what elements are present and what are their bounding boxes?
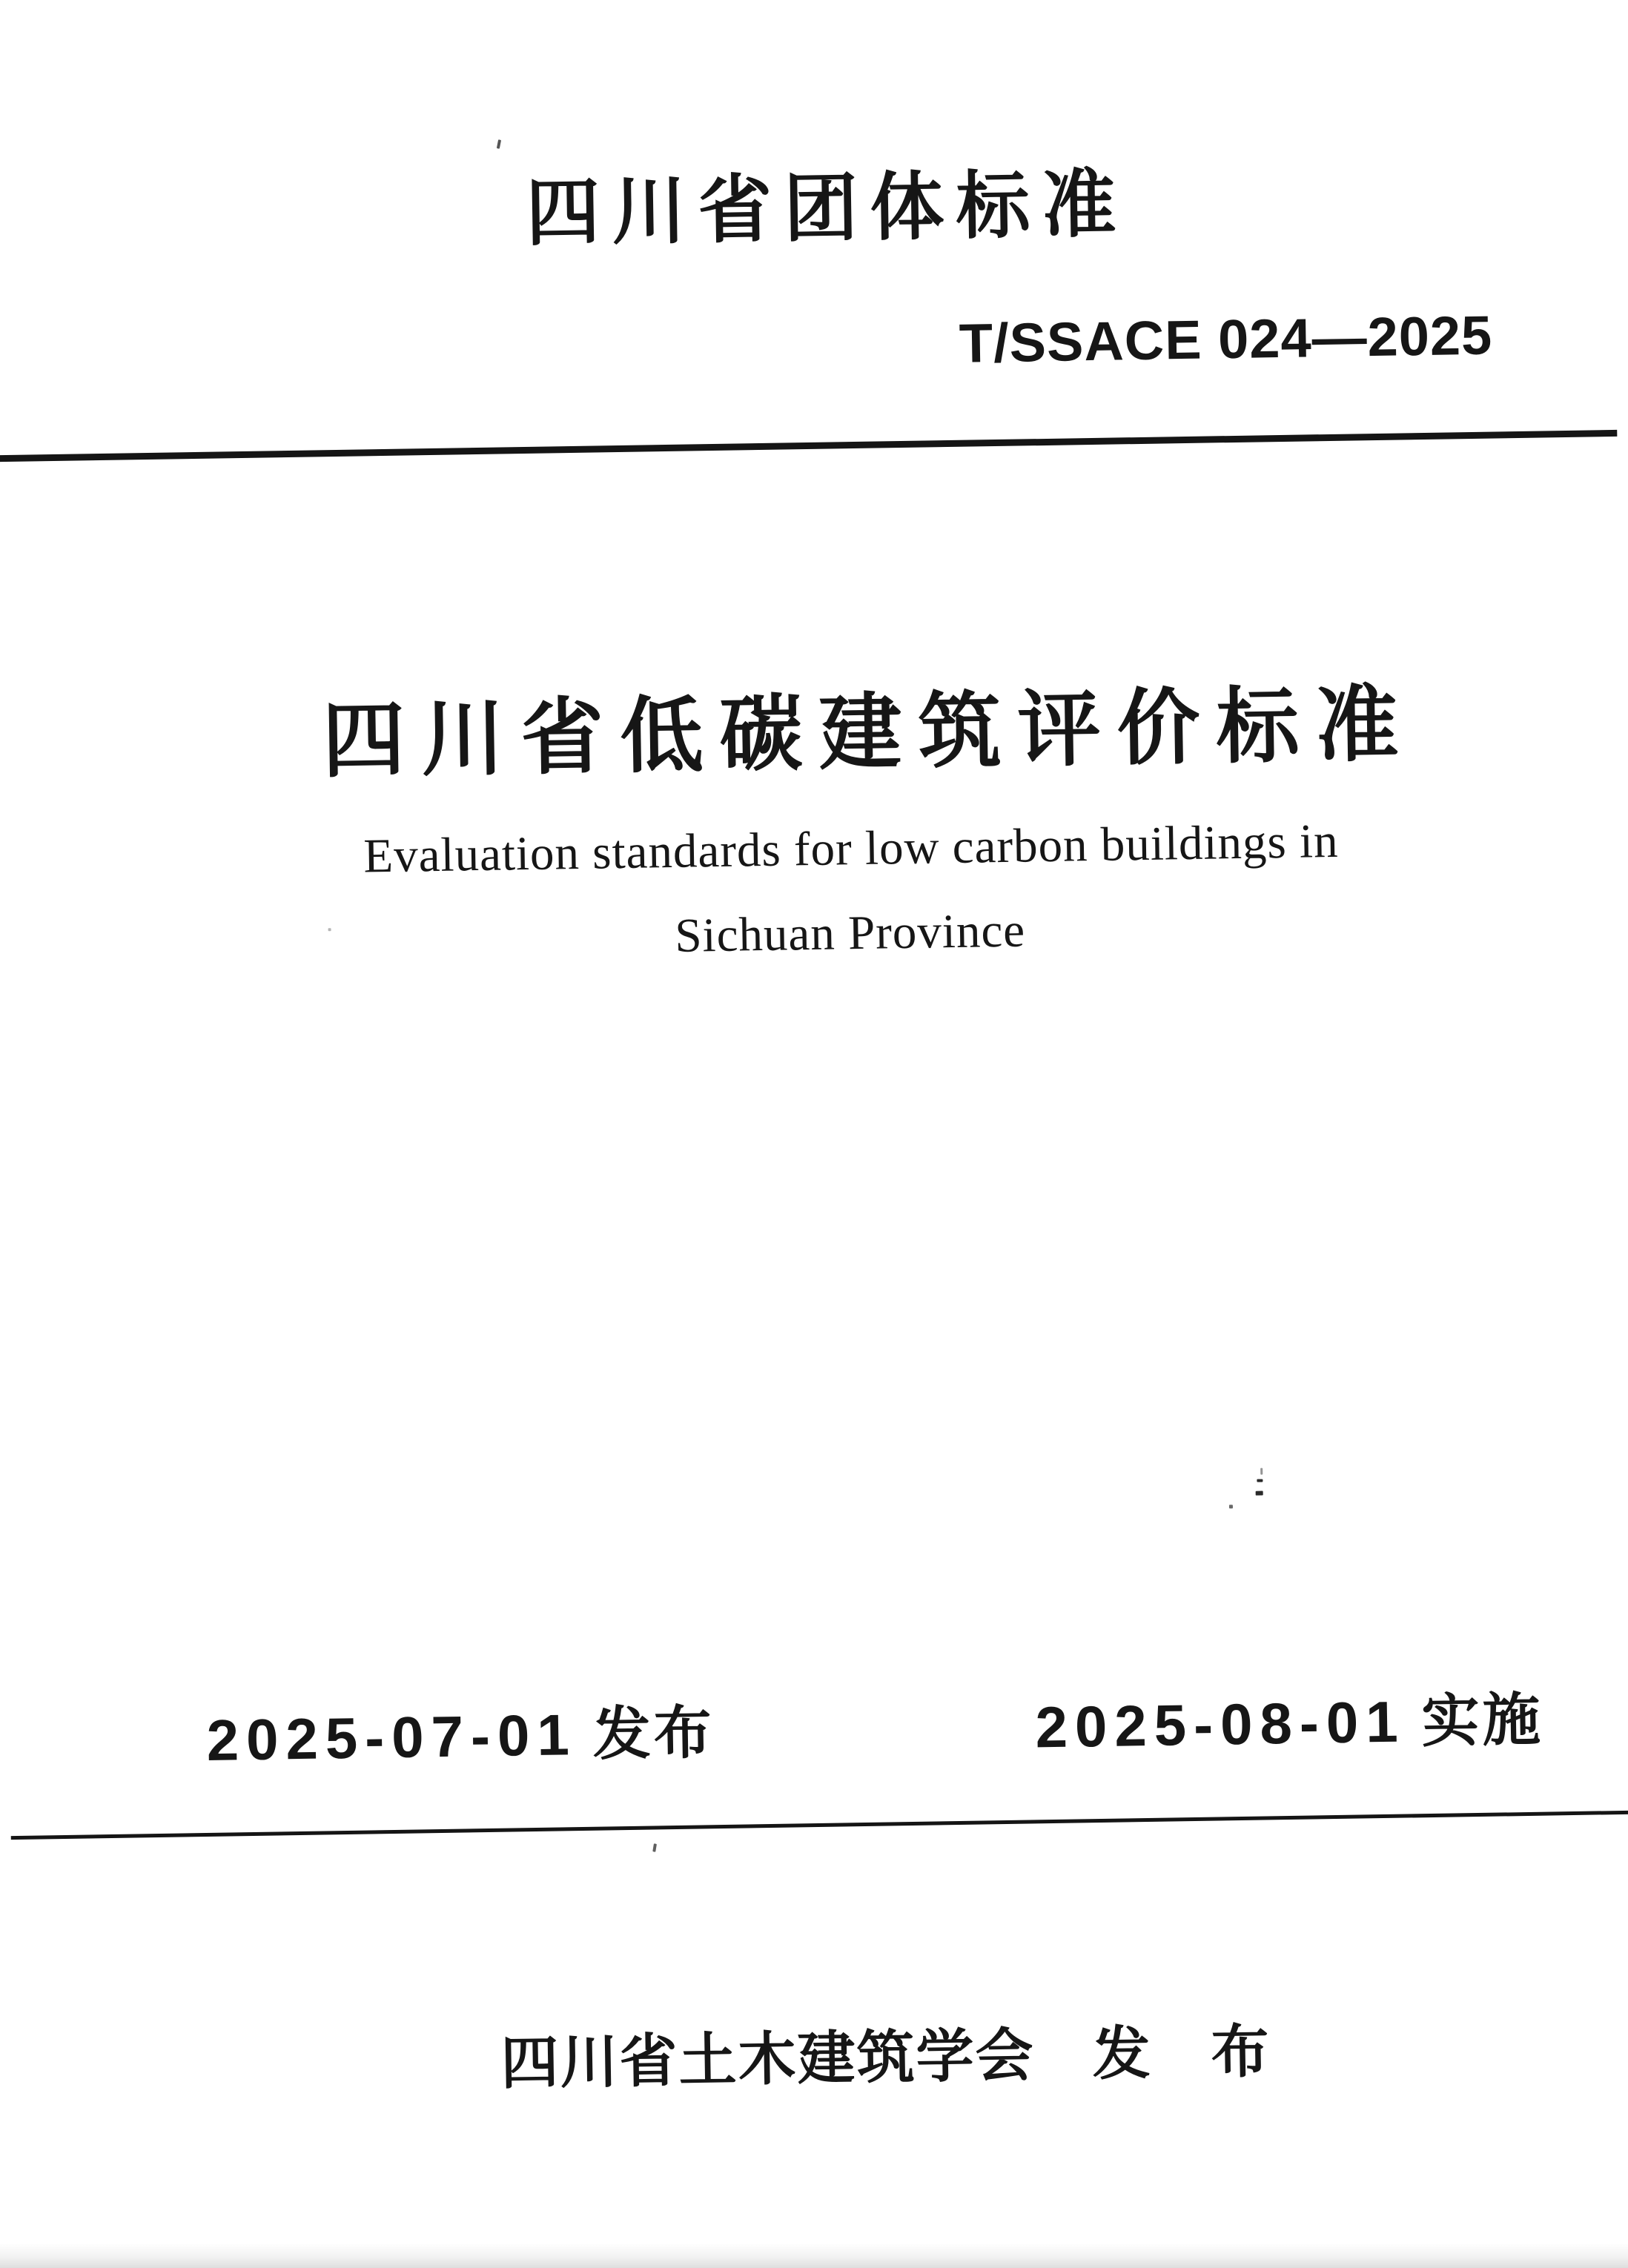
scan-speck	[1229, 1505, 1233, 1508]
issue-date-line	[206, 1700, 715, 1773]
issue-date-label: 发布	[592, 1700, 715, 1767]
scan-speck	[652, 1843, 657, 1851]
publisher-action-label: 发 布	[1091, 2018, 1271, 2087]
scan-speck	[1256, 1491, 1263, 1496]
implementation-date-value: 2025-08-01	[1034, 1688, 1406, 1760]
publisher-name: 四川省土木建筑学会	[500, 2022, 1036, 2096]
scan-speck	[1260, 1468, 1263, 1475]
publisher-line	[500, 2018, 1271, 2096]
bottom-rule	[11, 1811, 1628, 1840]
scan-shadow-bottom	[0, 2243, 1628, 2268]
implementation-date-line	[1034, 1686, 1544, 1760]
document-title-en-line1: Evaluation standards for low carbon buildings in	[363, 814, 1340, 883]
document-title-zh: 四川省低碳建筑评价标准	[321, 677, 1416, 788]
scan-speck	[497, 139, 501, 149]
issue-date-value: 2025-07-01	[206, 1702, 578, 1773]
scan-speck	[1257, 1479, 1263, 1482]
standard-type-heading: 四川省团体标准	[525, 162, 1129, 255]
top-rule	[0, 430, 1617, 462]
standard-number: T/SSACE 024—2025	[959, 304, 1493, 374]
document-title-en-line2: Sichuan Province	[674, 903, 1026, 963]
implementation-date-label: 实施	[1420, 1686, 1544, 1754]
scan-speck	[328, 928, 331, 931]
